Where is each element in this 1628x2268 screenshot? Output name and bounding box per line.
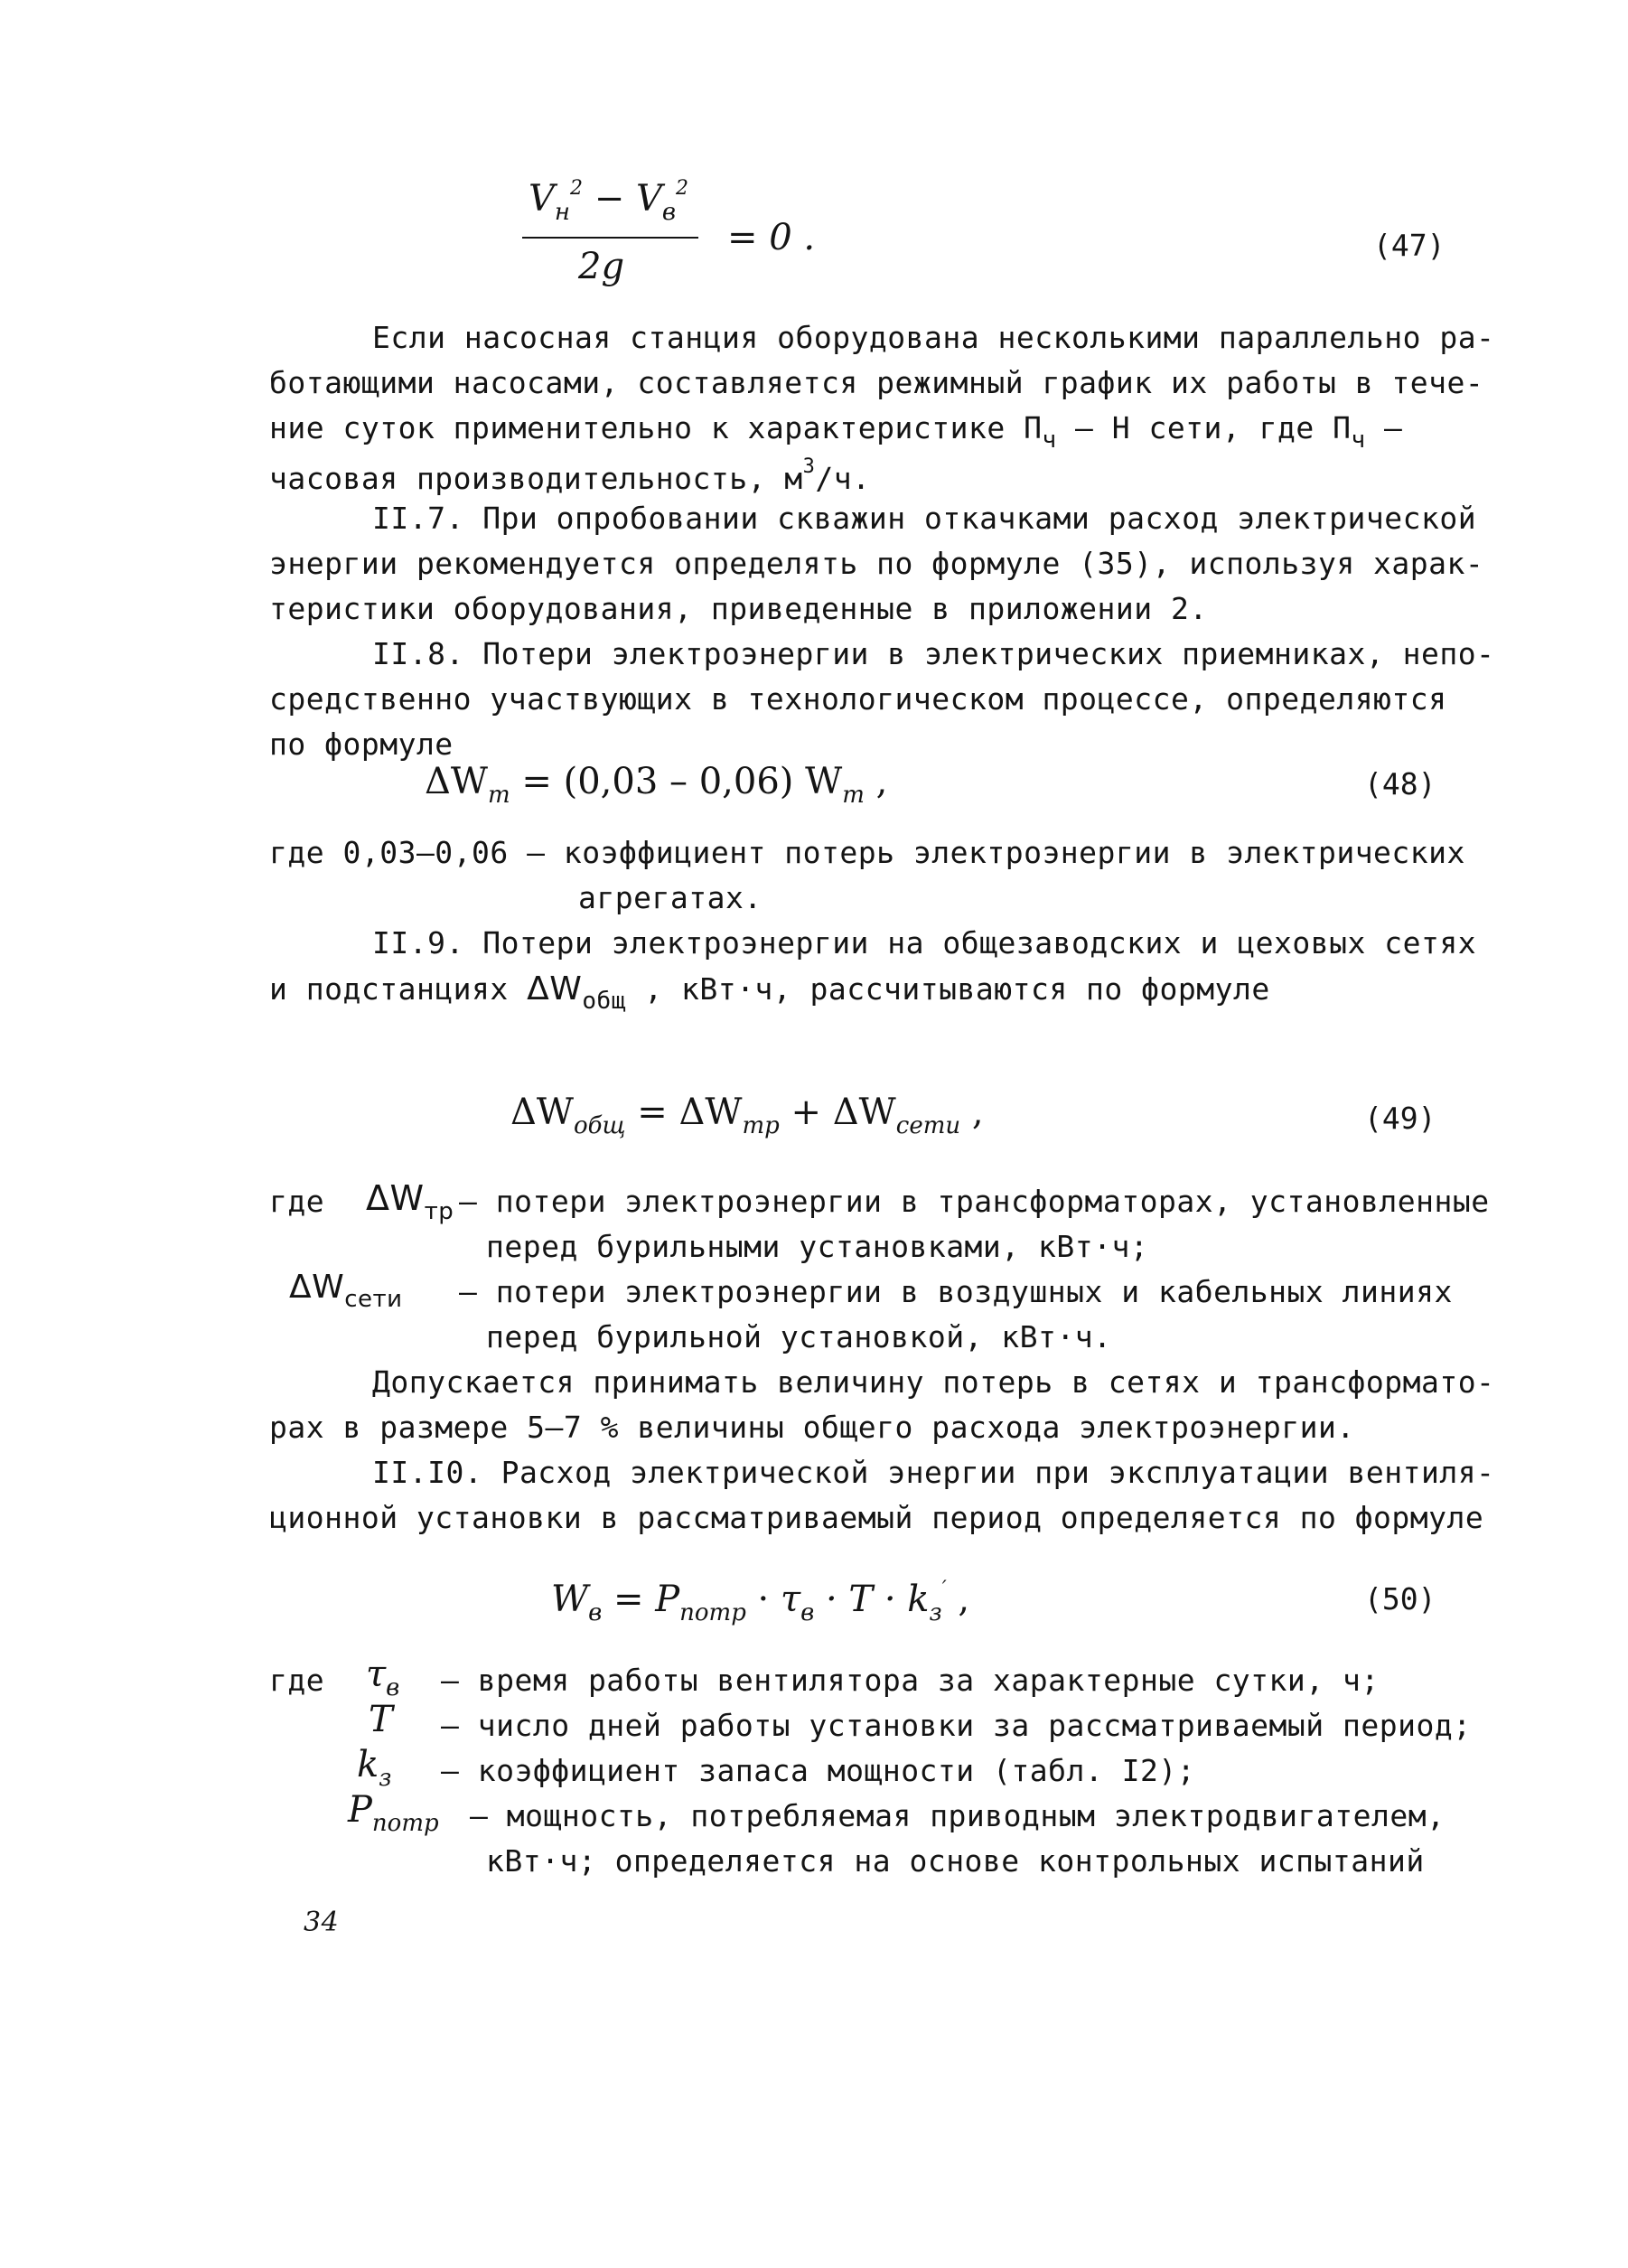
- def48-line1: где 0,03–0,06 – коэффициент потерь электроэнергии в электрических: [269, 835, 1465, 870]
- eq50-formula: $W_в = P_{потр} \cdot \tau_в \cdot T \cdot k_з'$ ,: [551, 1578, 970, 1626]
- def49-2-text: – потери электроэнергии в воздушных и кабельных линиях: [459, 1274, 1453, 1309]
- para2-line3: теристики оборудования, приведенные в приложении 2.: [269, 591, 1208, 626]
- def49-2-symbol: $\Delta W_{сети}$: [289, 1269, 403, 1313]
- def49-1-symbol: $\Delta W_{тр}$: [366, 1178, 454, 1225]
- def50-4-text: – мощность, потребляемая приводным электродвигателем,: [470, 1798, 1446, 1833]
- para1-line1: Если насосная станция оборудована несколькими параллельно ра-: [372, 320, 1495, 355]
- def49-1-text: – потери электроэнергии в трансформаторах, установленные: [459, 1184, 1490, 1219]
- para4-line1: II.9. Потери электроэнергии на общезаводских и цеховых сетях: [372, 925, 1477, 961]
- def50-4-symbol: $P_{потр}$: [348, 1789, 439, 1837]
- para3-line2: средственно участвующих в технологическом процессе, определяются: [269, 681, 1447, 717]
- eq47-rhs: = 0 .: [727, 217, 816, 258]
- eq47-denominator: 2g: [578, 246, 625, 287]
- eq48-number: (48): [1364, 766, 1436, 801]
- def50-2-text: – число дней работы установки за рассматриваемый период;: [441, 1708, 1472, 1743]
- eq49-formula: $\Delta W_{общ} = \Delta W_{тр} + \Delta W_{сети}$ ,: [510, 1092, 984, 1139]
- def49-1-line1: где: [269, 1184, 325, 1219]
- para2-line2: энергии рекомендуется определять по формуле (35), используя харак-: [269, 546, 1484, 581]
- def50-2-symbol: T: [369, 1699, 393, 1740]
- def50-1-lead: где: [269, 1663, 325, 1698]
- para3-line1: II.8. Потери электроэнергии в электрических приемниках, непо-: [372, 636, 1495, 671]
- eq47-number: (47): [1373, 228, 1446, 263]
- para3-line3: по формуле: [269, 726, 454, 762]
- para5-line1: Допускается принимать величину потерь в сетях и трансформато-: [372, 1364, 1495, 1400]
- eq48-formula: $\Delta W_т = (0,03 - 0,06)$ $W_т$ ,: [425, 761, 888, 809]
- def49-2-cont: перед бурильной установкой, кВт·ч.: [486, 1319, 1112, 1354]
- para2-line1: II.7. При опробовании скважин откачками расход электрической: [372, 501, 1477, 536]
- page-number: 34: [304, 1907, 340, 1938]
- def49-1-cont: перед бурильными установками, кВт·ч;: [486, 1229, 1149, 1264]
- para5-line2: рах в размере 5–7 % величины общего расхода электроэнергии.: [269, 1410, 1355, 1445]
- para6-line1: II.I0. Расход электрической энергии при эксплуатации вентиля-: [372, 1455, 1495, 1490]
- para1-line2: ботающими насосами, составляется режимный график их работы в тече-: [269, 365, 1484, 400]
- eq47-fraction-bar: [522, 237, 698, 239]
- def50-3-symbol: $k_з$: [357, 1744, 392, 1792]
- eq47-numerator: $V_н^2 - V_в^2$: [529, 177, 689, 226]
- para6-line2: ционной установки в рассматриваемый период определяется по формуле: [269, 1500, 1484, 1535]
- para4-line2: и подстанциях $\Delta W_{общ}$ , кВт·ч, рассчитываются по формуле: [269, 970, 1270, 1015]
- para1-line3: ние суток применительно к характеристике $П_ч$ – Н сети, где $П_ч$ –: [269, 410, 1403, 454]
- def50-1-text: – время работы вентилятора за характерные сутки, ч;: [441, 1663, 1380, 1698]
- def50-1-symbol: $\tau_в$: [366, 1654, 400, 1701]
- def48-line2: агрегатах.: [578, 880, 763, 915]
- para1-line4: часовая производительность, $м^3/ч$.: [269, 455, 871, 496]
- eq50-number: (50): [1364, 1581, 1436, 1617]
- def50-4-cont: кВт·ч; определяется на основе контрольных испытаний: [486, 1843, 1425, 1879]
- eq49-number: (49): [1364, 1101, 1436, 1136]
- def50-3-text: – коэффициент запаса мощности (табл. I2);: [441, 1753, 1196, 1788]
